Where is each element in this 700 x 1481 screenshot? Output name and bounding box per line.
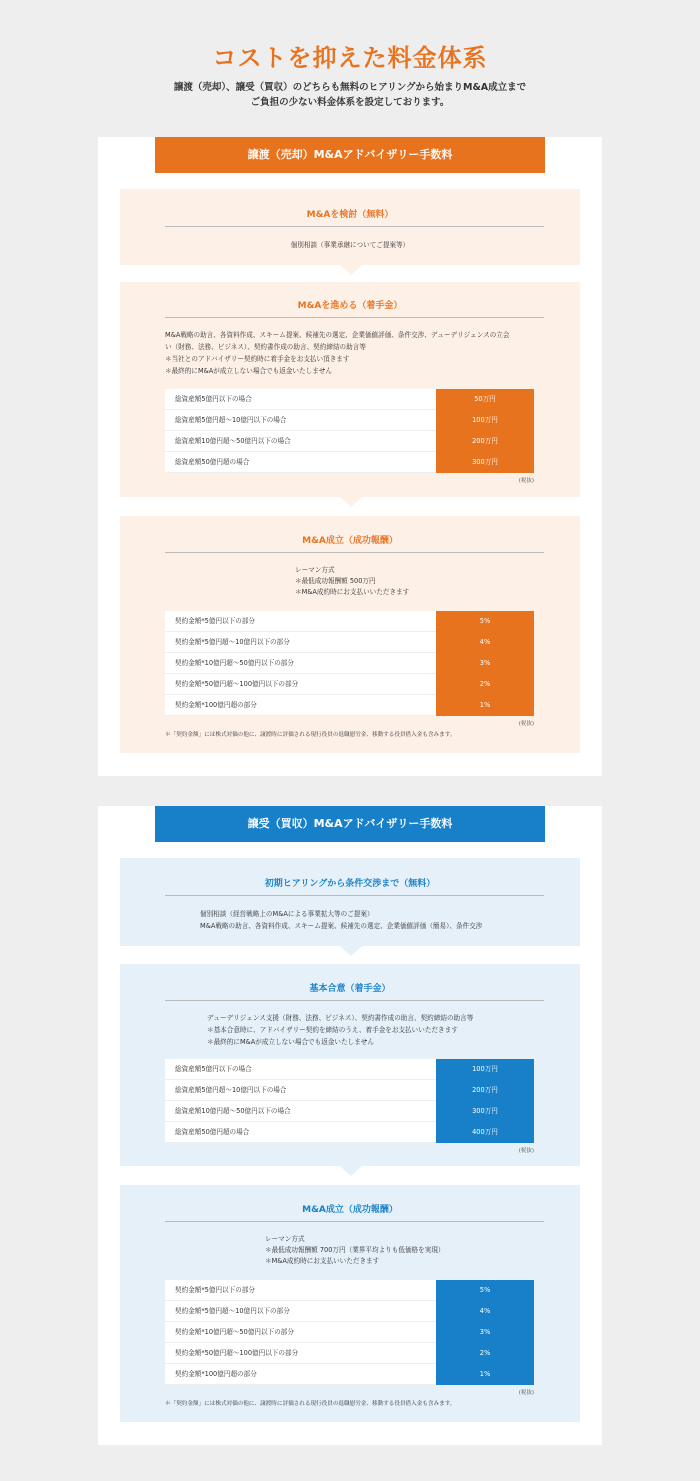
row-value: 5%	[436, 611, 534, 632]
buy-step2-desc	[207, 1012, 557, 1048]
tax-note: (税抜)	[518, 478, 534, 484]
divider	[165, 895, 544, 896]
table-row	[165, 632, 534, 653]
footnote: ＊「契約金額」には株式対価の他に、譲渡時に評価される現行役員の退職慰労金、移動する役員借入金も含みます。	[165, 732, 456, 738]
table-row	[165, 1280, 534, 1301]
sell-step1-desc: 個別相談（事業承継についてご提案等）	[290, 241, 410, 249]
divider	[165, 226, 544, 227]
table-row	[165, 410, 534, 431]
sell-step-success	[120, 516, 580, 753]
lead-line-2: ご負担の少ない料金体系を設定しております。	[250, 97, 450, 108]
row-label: 契約金額*10億円超〜50億円以下の部分	[175, 1328, 294, 1336]
buy-step3-desc	[265, 1234, 545, 1267]
buy-step-basic-agreement	[120, 964, 580, 1166]
buy-retainer-table	[165, 1059, 534, 1143]
sell-step3-title: M&A成立（成功報酬）	[302, 536, 398, 546]
row-value: 2%	[436, 674, 534, 695]
row-label: 総資産額5億円以下の場合	[175, 395, 252, 403]
divider	[165, 552, 544, 553]
divider	[165, 1221, 544, 1222]
table-row	[165, 1122, 534, 1143]
table-row	[165, 674, 534, 695]
sell-retainer-table	[165, 389, 534, 473]
sell-step3-desc	[295, 565, 545, 598]
table-row	[165, 1301, 534, 1322]
row-value: 300万円	[436, 1101, 534, 1122]
step-arrow	[340, 497, 362, 507]
row-label: 総資産額10億円超〜50億円以下の場合	[175, 1107, 291, 1115]
row-label: 総資産額50億円超の場合	[175, 458, 250, 466]
buy-step1-title: 初期ヒアリングから条件交渉まで（無料）	[264, 879, 436, 889]
table-row	[165, 389, 534, 410]
sell-step2-desc-line1: M&A戦略の助言、各資料作成、スキーム提案、候補先の選定、企業価値評価、条件交渉、デューデリジェンスの立会	[165, 331, 510, 339]
table-row	[165, 611, 534, 632]
lead-line-1: 譲渡（売却）、譲受（買収）のどちらも無料のヒアリングから始まりM&A成立まで	[173, 82, 527, 93]
row-label: 契約金額*50億円超〜100億円以下の部分	[175, 680, 299, 688]
row-label: 契約金額*10億円超〜50億円以下の部分	[175, 659, 294, 667]
lead-text	[0, 80, 700, 110]
sell-step2-desc-line4: ＊最終的にM&Aが成立しない場合でも返金いたしません	[165, 367, 332, 375]
buy-step-success	[120, 1185, 580, 1422]
buy-step3-desc-line3: ＊M&A成約時にお支払いいただきます	[265, 1257, 380, 1265]
step-arrow	[340, 265, 362, 275]
buy-step1-desc-line2: M&A戦略の助言、各資料作成、スキーム提案、候補先の選定、企業価値評価（簡易）、条件交渉	[200, 922, 483, 930]
row-label: 契約金額*100億円超の部分	[175, 701, 257, 709]
row-label: 契約金額*5億円超〜10億円以下の部分	[175, 638, 290, 646]
table-row	[165, 695, 534, 716]
row-value: 200万円	[436, 1080, 534, 1101]
row-label: 総資産額5億円超〜10億円以下の場合	[175, 1086, 287, 1094]
sell-section-heading: 譲渡（売却）M&Aアドバイザリー手数料	[155, 137, 545, 173]
row-value: 400万円	[436, 1122, 534, 1143]
tax-note: (税抜)	[518, 721, 534, 727]
table-row	[165, 653, 534, 674]
row-label: 契約金額*50億円超〜100億円以下の部分	[175, 1349, 299, 1357]
buy-success-fee-table	[165, 1280, 534, 1385]
row-value: 4%	[436, 632, 534, 653]
buy-step3-desc-line1: レーマン方式	[265, 1235, 305, 1243]
row-label: 契約金額*5億円超〜10億円以下の部分	[175, 1307, 290, 1315]
page-title: コストを抑えた料金体系	[212, 43, 488, 72]
sell-step3-desc-line3: ＊M&A成約時にお支払いいただきます	[295, 588, 410, 596]
buy-section-heading: 譲受（買収）M&Aアドバイザリー手数料	[155, 806, 545, 842]
row-value: 5%	[436, 1280, 534, 1301]
row-value: 300万円	[436, 452, 534, 473]
buy-step2-desc-line3: ＊最終的にM&Aが成立しない場合でも返金いたしません	[207, 1038, 374, 1046]
row-value: 4%	[436, 1301, 534, 1322]
buy-step3-desc-line2: ＊最低成功報酬額 700万円（業界平均よりも低価格を実現）	[265, 1246, 445, 1254]
sell-fee-section	[98, 137, 602, 776]
buy-step-hearing	[120, 858, 580, 946]
row-label: 契約金額*100億円超の部分	[175, 1370, 257, 1378]
sell-step2-desc	[165, 329, 545, 377]
row-label: 総資産額50億円超の場合	[175, 1128, 250, 1136]
row-label: 契約金額*5億円以下の部分	[175, 1286, 256, 1294]
table-row	[165, 431, 534, 452]
row-value: 3%	[436, 653, 534, 674]
table-row	[165, 1343, 534, 1364]
table-row	[165, 1364, 534, 1385]
table-row	[165, 1101, 534, 1122]
divider	[165, 317, 544, 318]
buy-step2-title: 基本合意（着手金）	[309, 984, 391, 994]
row-label: 契約金額*5億円以下の部分	[175, 617, 256, 625]
tax-note: (税抜)	[518, 1390, 534, 1396]
sell-step2-desc-line2: い（財務、法務、ビジネス）、契約書作成の助言、契約締結の助言等	[165, 343, 366, 351]
sell-step3-desc-line1: レーマン方式	[295, 566, 335, 574]
table-row	[165, 452, 534, 473]
table-row	[165, 1080, 534, 1101]
table-row	[165, 1322, 534, 1343]
row-value: 3%	[436, 1322, 534, 1343]
sell-step-proceed	[120, 282, 580, 497]
tax-note: (税抜)	[518, 1148, 534, 1154]
buy-step3-title: M&A成立（成功報酬）	[302, 1205, 398, 1215]
sell-step-consider	[120, 189, 580, 265]
buy-step1-desc	[200, 908, 560, 932]
buy-step2-desc-line1: デューデリジェンス支援（財務、法務、ビジネス）、契約書作成の助言、契約締結の助言等	[207, 1014, 474, 1022]
row-value: 50万円	[436, 389, 534, 410]
row-label: 総資産額10億円超〜50億円以下の場合	[175, 437, 291, 445]
row-value: 2%	[436, 1343, 534, 1364]
row-value: 1%	[436, 1364, 534, 1385]
footnote: ＊「契約金額」には株式対価の他に、譲渡時に評価される現行役員の退職慰労金、移動する役員借入金も含みます。	[165, 1401, 456, 1407]
divider	[165, 1000, 544, 1001]
row-value: 100万円	[436, 1059, 534, 1080]
sell-step2-desc-line3: ＊当社とのアドバイザリー契約時に着手金をお支払い頂きます	[165, 355, 350, 363]
table-row	[165, 1059, 534, 1080]
row-label: 総資産額5億円以下の場合	[175, 1065, 252, 1073]
buy-step1-desc-line1: 個別相談（経営戦略上のM&Aによる事業拡大等のご提案）	[200, 910, 374, 918]
sell-success-fee-table	[165, 611, 534, 716]
row-label: 総資産額5億円超〜10億円以下の場合	[175, 416, 287, 424]
sell-step2-title: M&Aを進める（着手金）	[297, 301, 403, 311]
row-value: 100万円	[436, 410, 534, 431]
row-value: 1%	[436, 695, 534, 716]
buy-fee-section	[98, 806, 602, 1445]
row-value: 200万円	[436, 431, 534, 452]
buy-step2-desc-line2: ＊基本合意時に、アドバイザリー契約を締結のうえ、着手金をお支払いいただきます	[207, 1026, 458, 1034]
step-arrow	[340, 1166, 362, 1176]
sell-step3-desc-line2: ＊最低成功報酬額 500万円	[295, 577, 376, 585]
sell-step1-title: M&Aを検討（無料）	[306, 210, 394, 220]
step-arrow	[340, 946, 362, 956]
